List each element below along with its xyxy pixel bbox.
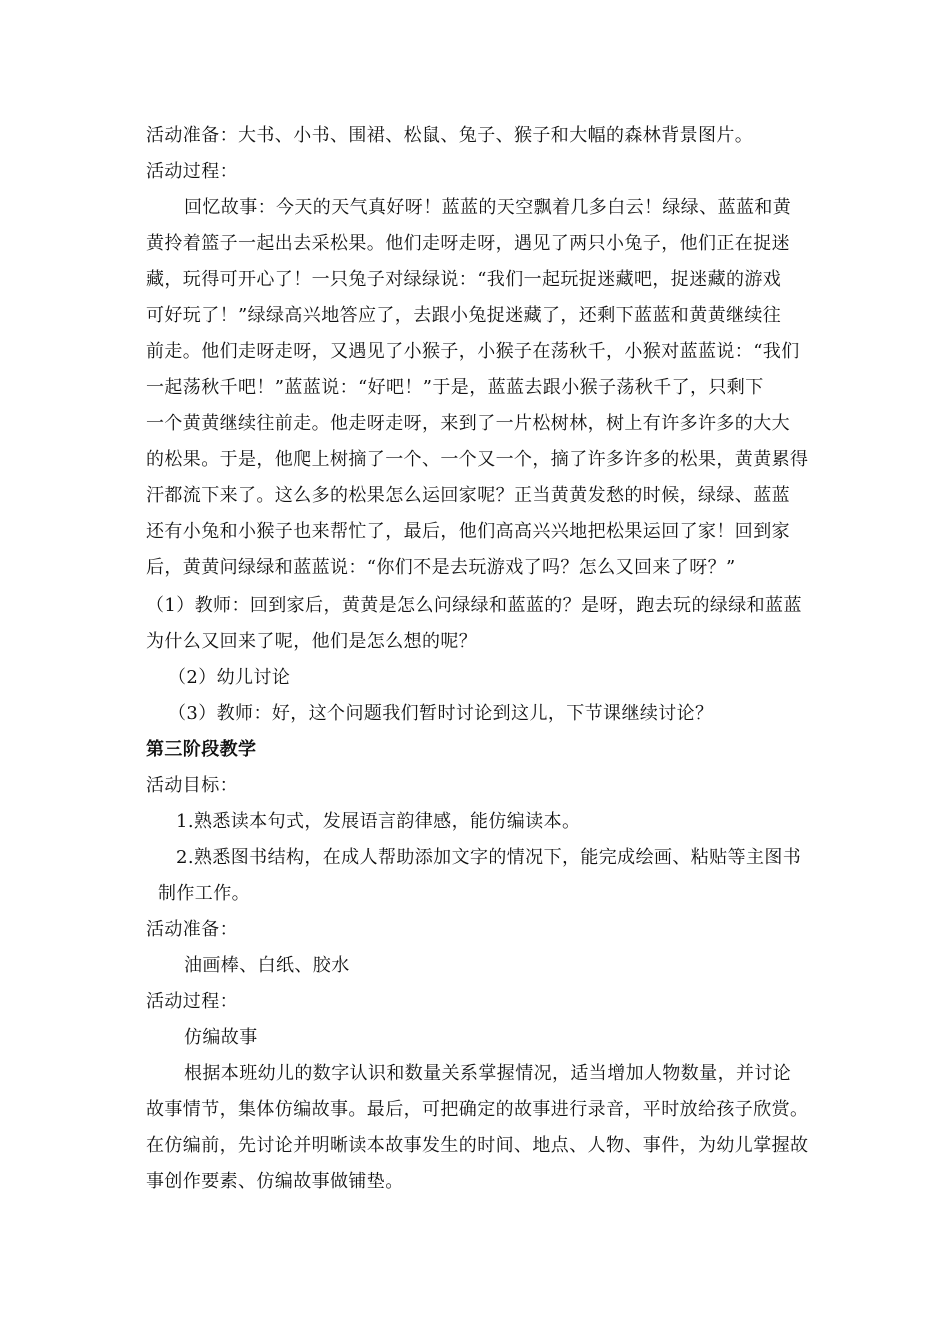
teacher-summary-line: （3）教师：好，这个问题我们暂时讨论到这儿，下节课继续讨论？ [168, 703, 714, 724]
activity-process-label: 活动过程： [146, 161, 238, 182]
instruction-paragraph-line: 根据本班幼儿的数字认识和数量关系掌握情况，适当增加人物数量，并讨论 [184, 1063, 792, 1084]
instruction-paragraph-line: 故事情节，集体仿编故事。最后，可把确定的故事进行录音，平时放给孩子欣赏。 [146, 1099, 809, 1120]
goal-item: 1.熟悉读本句式，发展语言韵律感，能仿编读本。 [176, 811, 581, 832]
goal-item: 2.熟悉图书结构，在成人帮助添加文字的情况下，能完成绘画、粘贴等主图书 [176, 847, 802, 868]
discussion-question-line: 为什么又回来了呢，他们是怎么想的呢？ [146, 631, 478, 652]
story-paragraph-line: 汗都流下来了。这么多的松果怎么运回家呢？正当黄黄发愁的时候，绿绿、蓝蓝 [146, 485, 790, 506]
activity-preparation-line: 活动准备：大书、小书、围裙、松鼠、兔子、猴子和大幅的森林背景图片。 [146, 125, 754, 146]
story-paragraph-line: 后，黄黄问绿绿和蓝蓝说：“你们不是去玩游戏了吗？怎么又回来了呀？” [146, 557, 736, 578]
story-paragraph-line: 可好玩了！”绿绿高兴地答应了，去跟小兔捉迷藏了，还剩下蓝蓝和黄黄继续往 [146, 305, 782, 326]
section-heading: 第三阶段教学 [146, 739, 257, 760]
story-paragraph-line: 前走。他们走呀走呀，又遇见了小猴子，小猴子在荡秋千，小猴对蓝蓝说：“我们 [146, 341, 800, 362]
activity-goals-label: 活动目标： [146, 775, 238, 796]
activity-process-label: 活动过程： [146, 991, 238, 1012]
goal-item-continuation: 制作工作。 [158, 883, 250, 904]
discussion-question-line: （1）教师：回到家后，黄黄是怎么问绿绿和蓝蓝的？是呀，跑去玩的绿绿和蓝蓝 [146, 595, 802, 616]
story-paragraph-line: 回忆故事：今天的天气真好呀！蓝蓝的天空飘着几多白云！绿绿、蓝蓝和黄 [184, 197, 792, 218]
child-discussion-line: （2）幼儿讨论 [168, 667, 291, 688]
story-paragraph-line: 的松果。于是，他爬上树摘了一个、一个又一个，摘了许多许多的松果，黄黄累得 [146, 449, 809, 470]
story-paragraph-line: 黄拎着篮子一起出去采松果。他们走呀走呀，遇见了两只小兔子，他们正在捉迷 [146, 233, 790, 254]
story-paragraph-line: 一个黄黄继续往前走。他走呀走呀，来到了一片松树林，树上有许多许多的大大 [146, 413, 790, 434]
instruction-paragraph-line: 事创作要素、仿编故事做铺垫。 [146, 1171, 404, 1192]
instruction-paragraph-line: 在仿编前，先讨论并明晰读本故事发生的时间、地点、人物、事件，为幼儿掌握故 [146, 1135, 809, 1156]
story-paragraph-line: 还有小兔和小猴子也来帮忙了，最后，他们高高兴兴地把松果运回了家！回到家 [146, 521, 790, 542]
activity-preparation-label: 活动准备： [146, 919, 238, 940]
subheading-line: 仿编故事 [184, 1027, 258, 1048]
story-paragraph-line: 一起荡秋千吧！”蓝蓝说：“好吧！”于是，蓝蓝去跟小猴子荡秋千了，只剩下 [146, 377, 764, 398]
materials-line: 油画棒、白纸、胶水 [184, 955, 350, 976]
story-paragraph-line: 藏，玩得可开心了！一只兔子对绿绿说：“我们一起玩捉迷藏吧，捉迷藏的游戏 [146, 269, 782, 290]
